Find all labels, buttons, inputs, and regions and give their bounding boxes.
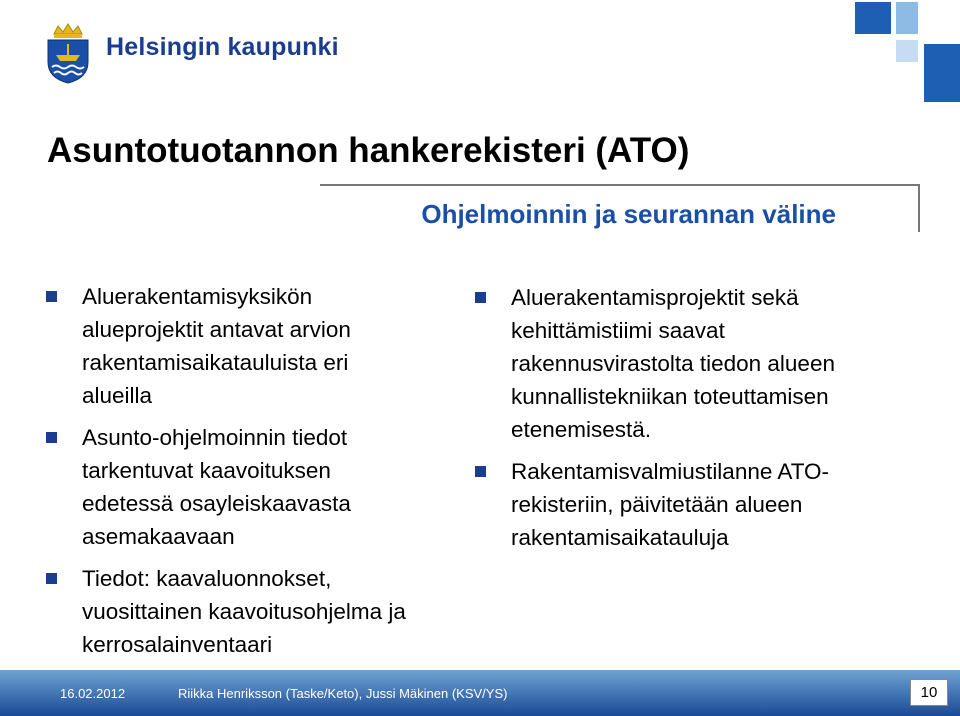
left-bullet-list	[46, 280, 476, 670]
decorative-square	[896, 40, 918, 62]
bullet-item	[46, 562, 476, 661]
footer-date: 16.02.2012	[60, 686, 126, 701]
decorative-square	[924, 44, 960, 102]
decorative-square	[896, 2, 918, 34]
decorative-square	[855, 2, 891, 34]
bullet-text: Rakentamisvalmiustilanne ATO- rekisteriin, päivitetään alueen rakentamisaikatauluja	[511, 459, 830, 550]
bullet-item	[46, 280, 476, 412]
bullet-item	[46, 421, 476, 553]
page-number: 10	[910, 679, 948, 706]
square-bullet-icon	[475, 466, 486, 477]
square-bullet-icon	[46, 432, 57, 443]
square-bullet-icon	[46, 573, 57, 584]
slide-subtitle: Ohjelmoinnin ja seurannan väline	[421, 199, 836, 229]
square-bullet-icon	[46, 291, 57, 302]
bullet-text: Asunto-ohjelmoinnin tiedot tarkentuvat kaavoituksen edetessä osayleiskaavasta asemakaavaan	[82, 425, 351, 549]
bullet-item	[475, 455, 915, 554]
bullet-text: Aluerakentamisyksikön alueprojektit antavat arvion rakentamisaikatauluista eri alueilla	[82, 284, 351, 408]
brand-name: Helsingin kaupunki	[106, 33, 339, 61]
bullet-text: Tiedot: kaavaluonnokset, vuosittainen kaavoitusohjelma ja kerrosalainventaari	[82, 566, 406, 657]
helsinki-coat-of-arms-logo	[44, 22, 92, 84]
bullet-item	[475, 281, 915, 446]
subtitle-frame	[320, 184, 920, 232]
footer-authors: Riikka Henriksson (Taske/Keto), Jussi Mäkinen (KSV/YS)	[178, 686, 508, 701]
footer-bar	[0, 670, 960, 716]
square-bullet-icon	[475, 292, 486, 303]
slide-title: Asuntotuotannon hankerekisteri (ATO)	[47, 131, 690, 170]
right-bullet-list	[475, 281, 915, 563]
bullet-text: Aluerakentamisprojektit sekä kehittämistiimi saavat rakennusvirastolta tiedon alueen kunnallistekniikan toteuttamisen etenemisestä.	[511, 285, 835, 442]
